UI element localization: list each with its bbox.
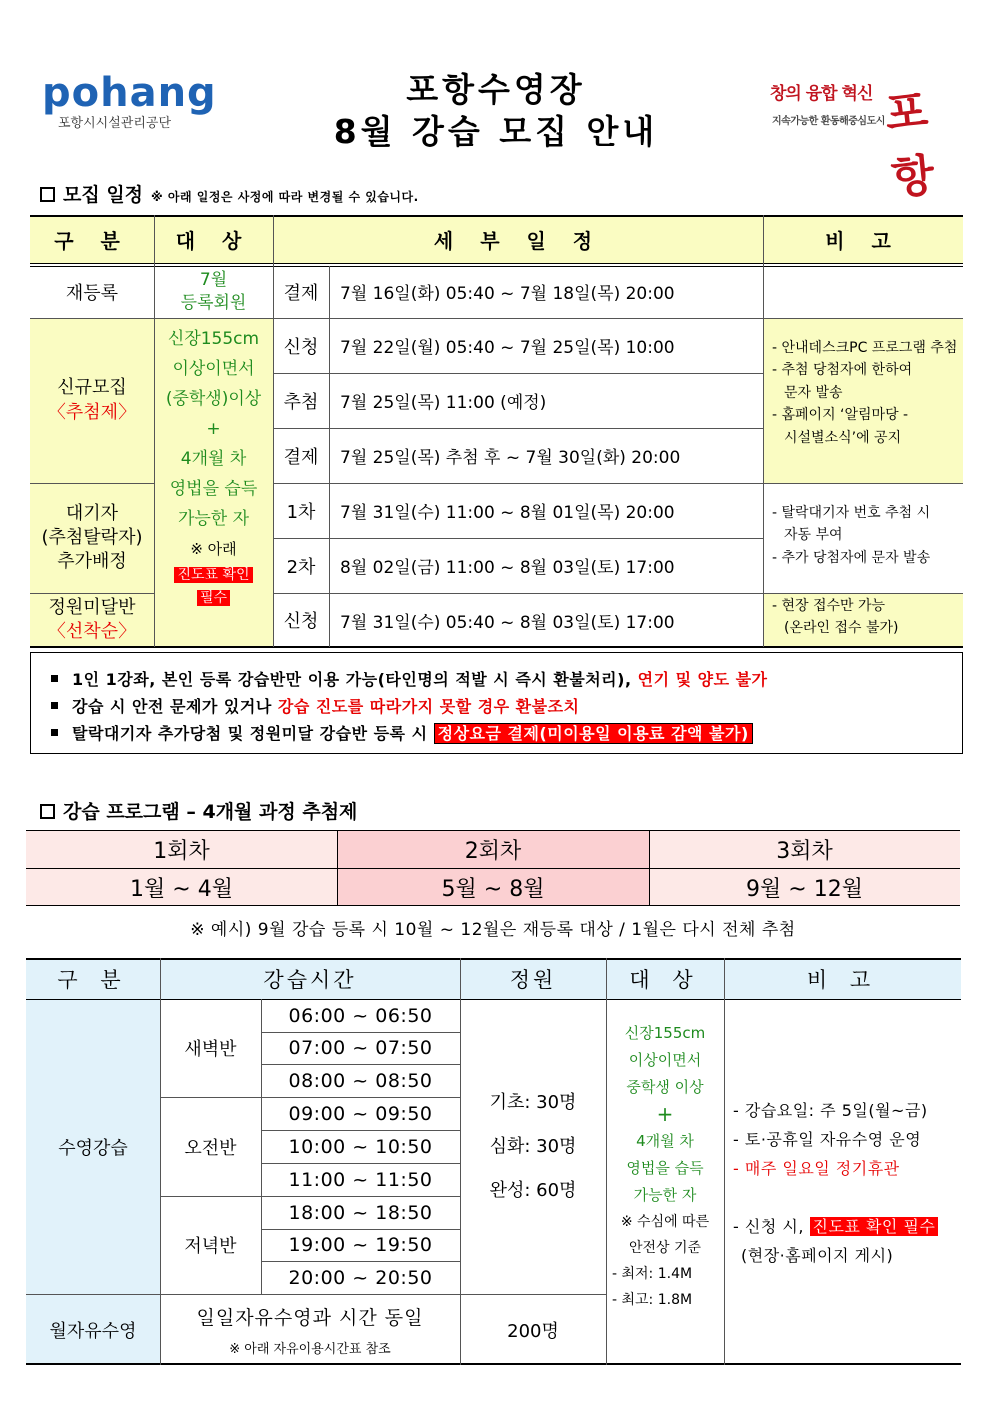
- program-example: ※ 예시) 9월 강습 등록 시 10월 ~ 12월은 재등록 대상 / 1월은 다시 전체 추첨: [190, 920, 796, 940]
- program-periods-table: [26, 830, 960, 906]
- category-reregister: 재등록: [65, 282, 119, 304]
- square-bullet-icon: [51, 675, 58, 682]
- notice-3: [51, 721, 753, 744]
- class-target-line: 신장155cm: [624, 1024, 706, 1042]
- remark-new-5: 시설별소식’에 공지: [784, 429, 902, 446]
- step-new-draw: 추첨: [283, 391, 319, 413]
- category-unfilled-l1: 정원미달반: [48, 596, 136, 618]
- time-slot: 19:00 ~ 19:50: [288, 1234, 433, 1256]
- date-waitlist-2: 8월 02일(금) 11:00 ~ 8월 03일(토) 17:00: [340, 558, 675, 578]
- city-name: 포항: [882, 85, 937, 205]
- target-reregister-l1: 7월: [199, 269, 228, 290]
- target-merged: [154, 318, 273, 647]
- remarks-waitlist: [772, 502, 930, 569]
- class-target: [606, 999, 724, 1365]
- class-category-swim: 수영강습: [26, 999, 160, 1294]
- target-reregister-l2: 등록회원: [180, 292, 247, 313]
- target-line-2: 이상이면서: [172, 359, 255, 379]
- target-line-8: ※ 아래: [190, 540, 237, 558]
- remarks-new: [772, 337, 957, 449]
- period-1: 1월 ~ 4월: [26, 868, 337, 906]
- category-unfilled: [30, 593, 154, 647]
- col-header-target: 대 상: [154, 215, 273, 263]
- notice-3-text: 탈락대기자 추가당첨 및 정원미달 강습반 등록 시: [72, 724, 428, 743]
- time-slot: 20:00 ~ 20:50: [288, 1266, 433, 1289]
- free-swim-time-note: ※ 아래 자유이용시간표 참조: [229, 1341, 391, 1357]
- remarks-unfilled: [772, 595, 899, 640]
- notice-3-red: 정상요금 결제(미이용일 이용료 감액 불가): [434, 723, 753, 744]
- category-waitlist-l3: 추가배정: [57, 551, 127, 573]
- notice-2-red: 강습 진도를 따라가지 못할 경우 환불조치: [277, 697, 580, 716]
- date-new-draw: 7월 25일(목) 11:00 (예정): [340, 393, 547, 413]
- class-remark-1: - 강습요일: 주 5일(월~금): [733, 1101, 928, 1120]
- notice-1-text: 1인 1강좌, 본인 등록 강습반만 이용 가능(타인명의 적발 시 즉시 환불처리),: [72, 670, 632, 689]
- class-target-line: 4개월 차: [636, 1132, 694, 1150]
- step-waitlist-2: 2차: [286, 556, 316, 578]
- target-line-6: 영법을 습득: [169, 479, 258, 499]
- capacity-free: 200명: [507, 1320, 559, 1342]
- period-2: 5월 ~ 8월: [337, 868, 649, 906]
- pohang-city-logo: [768, 75, 964, 205]
- remark-new-1: - 안내데스크PC 프로그램 추첨: [772, 340, 958, 356]
- period-3: 9월 ~ 12월: [649, 868, 960, 906]
- time-slot: 11:00 ~ 11:50: [288, 1168, 433, 1191]
- program-heading-text: 강습 프로그램 – 4개월 과정 추첨제: [63, 801, 358, 823]
- col-header-category: 구 분: [30, 215, 154, 263]
- class-col-target: 대 상: [606, 958, 724, 999]
- class-target-line: 이상이면서: [628, 1051, 702, 1069]
- class-target-green: [606, 1020, 724, 1209]
- class-category-free: 월자유수영: [26, 1294, 160, 1365]
- time-slot: 09:00 ~ 09:50: [288, 1102, 433, 1125]
- date-new-apply: 7월 22일(월) 05:40 ~ 7월 25일(목) 10:00: [340, 338, 675, 358]
- class-col-category: 구 분: [26, 958, 160, 999]
- target-red-1: 진도표 확인: [174, 567, 252, 583]
- city-slogan: 창의 융합 혁신: [770, 84, 873, 104]
- capacity-basic: 기초: 30명: [489, 1091, 577, 1113]
- remark-new-3: 문자 발송: [784, 384, 843, 401]
- remark-waitlist-2: 자동 부여: [784, 527, 843, 544]
- step-new-apply: 신청: [283, 336, 319, 358]
- class-target-line: 영법을 습득: [626, 1159, 704, 1177]
- class-remark-2: - 토·공휴일 자유수영 운영: [733, 1130, 922, 1149]
- notice-1-red: 연기 및 양도 불가: [637, 670, 768, 689]
- target-line-7: 가능한 자: [177, 509, 250, 529]
- notice-2-text: 강습 시 안전 문제가 있거나: [72, 697, 272, 716]
- target-line-3: (중학생)이상: [165, 389, 262, 409]
- time-slot: 07:00 ~ 07:50: [288, 1037, 433, 1059]
- page-title-line1: 포항수영장: [406, 70, 586, 109]
- date-new-pay: 7월 25일(목) 추첨 후 ~ 7월 30일(화) 20:00: [340, 448, 681, 468]
- date-reregister: 7월 16일(화) 05:40 ~ 7월 18일(목) 20:00: [340, 284, 675, 304]
- logo-brand-text: pohang: [42, 70, 217, 116]
- class-col-capacity: 정원: [460, 958, 606, 999]
- round-2: 2회차: [337, 830, 649, 868]
- category-new-l1: 신규모집: [57, 377, 127, 399]
- date-unfilled: 7월 31일(수) 05:40 ~ 8월 03일(토) 17:00: [340, 612, 675, 633]
- remark-unfilled-2: (온라인 접수 불가): [784, 620, 899, 637]
- category-waitlist-l1: 대기자: [65, 502, 119, 524]
- capacity-swim: [460, 999, 606, 1294]
- city-sub-slogan: 지속가능한 환동해중심도시: [772, 116, 885, 127]
- remark-unfilled-1: - 현장 접수만 가능: [772, 598, 886, 614]
- time-slot: 10:00 ~ 10:50: [288, 1135, 433, 1158]
- class-target-depth: [606, 1209, 724, 1313]
- class-col-time: 강습시간: [160, 958, 460, 999]
- logo-sub-text: 포항시시설관리공단: [58, 116, 172, 131]
- target-reregister: [154, 265, 273, 318]
- target-red-2: 필수: [197, 590, 230, 606]
- class-col-remarks: 비 고: [724, 958, 961, 999]
- pohang-facility-logo: [42, 70, 220, 132]
- notice-box: [30, 652, 963, 754]
- square-bullet-icon: [51, 702, 58, 709]
- class-table: [26, 958, 961, 1365]
- category-new-l2: 〈추첨제〉: [47, 401, 137, 423]
- col-header-schedule: 세 부 일 정: [273, 215, 763, 263]
- schedule-heading-text: 모집 일정: [63, 184, 144, 206]
- target-line-1: 신장155cm: [167, 329, 260, 349]
- class-target-depth-line: - 최고: 1.8M: [612, 1292, 693, 1308]
- col-header-remarks: 비 고: [763, 215, 963, 263]
- remark-new-4: - 홈페이지 ‘알림마당 -: [772, 407, 909, 424]
- class-remark-4-red: 진도표 확인 필수: [810, 1217, 939, 1236]
- checkbox-bullet-icon: [40, 804, 55, 819]
- class-remark-3: - 매주 일요일 정기휴관: [733, 1159, 900, 1178]
- category-unfilled-l2: 〈선착순〉: [47, 621, 137, 642]
- category-waitlist-l2: (추첨탈락자): [41, 526, 143, 548]
- time-slot: 18:00 ~ 18:50: [288, 1201, 433, 1224]
- remark-waitlist-3: - 추가 당첨자에 문자 발송: [772, 549, 931, 566]
- class-target-line: +: [656, 1102, 674, 1126]
- schedule-table: [30, 215, 963, 647]
- class-remark-5: (현장·홈페이지 게시): [741, 1246, 894, 1265]
- step-unfilled: 신청: [283, 611, 319, 632]
- checkbox-bullet-icon: [40, 187, 55, 202]
- remark-waitlist-1: - 탈락대기자 번호 추첨 시: [772, 505, 931, 521]
- program-heading: [40, 797, 357, 824]
- target-line-4: +: [206, 419, 221, 439]
- class-remark-4: [733, 1212, 938, 1241]
- capacity-advanced: 완성: 60명: [489, 1179, 577, 1201]
- round-3: 3회차: [649, 830, 960, 868]
- step-new-pay: 결제: [283, 446, 319, 468]
- square-bullet-icon: [51, 729, 58, 736]
- capacity-intermediate: 심화: 30명: [489, 1135, 577, 1157]
- round-1: 1회차: [26, 830, 337, 868]
- target-line-5: 4개월 차: [180, 449, 247, 469]
- remark-new-2: - 추첨 당첨자에 한하여: [772, 362, 913, 379]
- date-waitlist-1: 7월 31일(수) 11:00 ~ 8월 01일(목) 20:00: [340, 503, 675, 523]
- group-morning: 오전반: [184, 1137, 237, 1159]
- free-swim-time-text: 일일자유수영과 시간 동일: [196, 1306, 424, 1329]
- free-swim-time: [160, 1294, 460, 1365]
- schedule-note: ※ 아래 일정은 사정에 따라 변경될 수 있습니다.: [151, 190, 419, 204]
- category-new: [30, 318, 154, 483]
- group-dawn: 새벽반: [184, 1039, 237, 1060]
- step-reregister: 결제: [283, 282, 319, 304]
- class-target-depth-line: - 최저: 1.4M: [612, 1266, 693, 1282]
- class-remark-4-text: - 신청 시,: [733, 1217, 804, 1236]
- class-remarks: [733, 1096, 938, 1270]
- time-slot: 06:00 ~ 06:50: [288, 1004, 433, 1027]
- class-target-depth-line: 안전상 기준: [628, 1240, 702, 1256]
- class-target-line: 중학생 이상: [626, 1078, 704, 1096]
- page-title-line2: 8월 강습 모집 안내: [333, 112, 659, 151]
- category-waitlist: [30, 483, 154, 593]
- schedule-heading: [40, 180, 419, 207]
- notice-2: [51, 694, 580, 717]
- time-slot: 08:00 ~ 08:50: [288, 1069, 433, 1092]
- step-waitlist-1: 1차: [286, 501, 316, 523]
- class-target-line: 가능한 자: [633, 1186, 697, 1204]
- group-evening: 저녁반: [184, 1236, 237, 1257]
- notice-1: [51, 667, 768, 690]
- class-target-depth-line: ※ 수심에 따른: [620, 1214, 710, 1230]
